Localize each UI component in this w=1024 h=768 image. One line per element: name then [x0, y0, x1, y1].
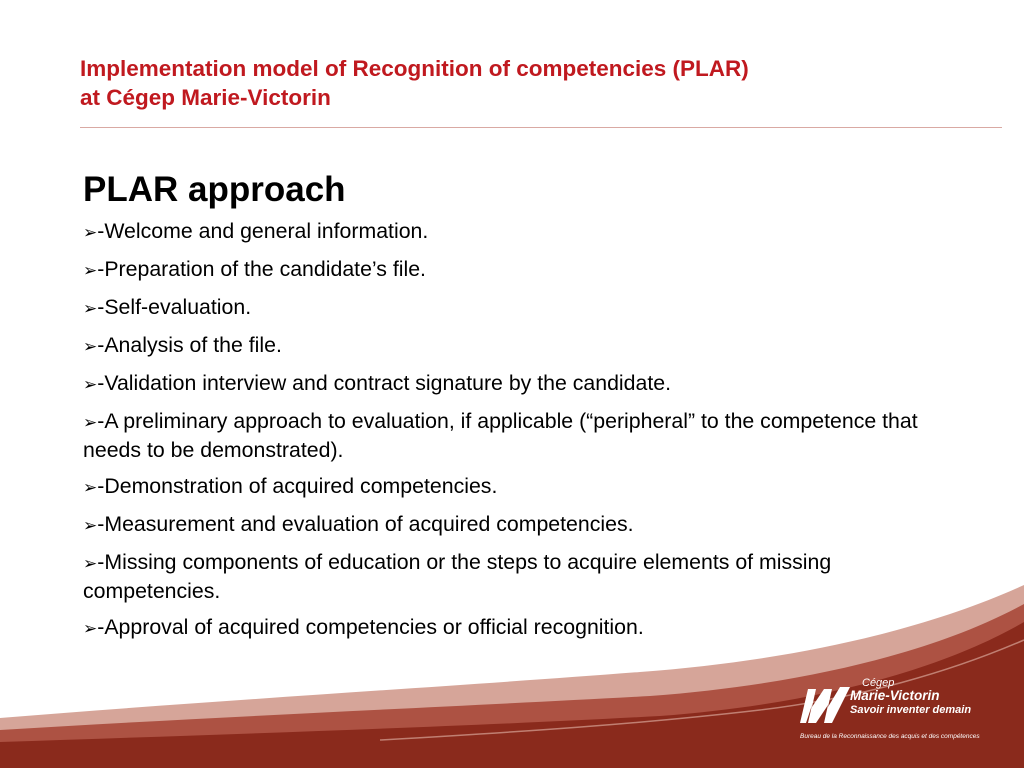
bullet-item — [83, 511, 943, 540]
bullet-item — [83, 408, 943, 464]
arrow-bullet-icon: ➢ — [83, 223, 98, 243]
bullet-text: -Welcome and general information. — [97, 219, 429, 243]
logo-name-text: Marie-Victorin — [850, 688, 940, 703]
bullet-text: -Approval of acquired competencies or official recognition. — [97, 615, 644, 639]
bullet-text: -Missing components of education or the steps to acquire elements of missing competencies. — [83, 550, 832, 603]
arrow-bullet-icon: ➢ — [83, 261, 98, 281]
bullet-item — [83, 332, 943, 361]
title-divider — [80, 127, 1002, 128]
logo-cegep-text: Cégep — [862, 677, 895, 689]
slide-body — [83, 168, 943, 652]
slide-title-line-2: at Cégep Marie-Victorin — [80, 85, 331, 110]
bullet-item — [83, 370, 943, 399]
slide-title — [80, 54, 980, 112]
arrow-bullet-icon: ➢ — [83, 337, 98, 357]
arrow-bullet-icon: ➢ — [83, 554, 98, 574]
bullet-text: -Self-evaluation. — [97, 295, 252, 319]
bullet-text: -Preparation of the candidate’s file. — [97, 257, 426, 281]
arrow-bullet-icon: ➢ — [83, 413, 98, 433]
arrow-bullet-icon: ➢ — [83, 516, 98, 536]
bullet-item — [83, 294, 943, 323]
arrow-bullet-icon: ➢ — [83, 375, 98, 395]
bullet-item — [83, 614, 943, 643]
bullet-item — [83, 473, 943, 502]
bullet-text: -Analysis of the file. — [97, 333, 282, 357]
arrow-bullet-icon: ➢ — [83, 478, 98, 498]
slide-title-line-1: Implementation model of Recognition of competencies (PLAR) — [80, 56, 749, 81]
cegep-logo — [798, 677, 988, 747]
bullet-text: -Measurement and evaluation of acquired competencies. — [97, 512, 634, 536]
bullet-item — [83, 218, 943, 247]
mv-logo-mark-icon — [798, 683, 852, 725]
logo-bureau-text: Bureau de la Reconnaissance des acquis et des compétences — [800, 733, 980, 740]
bullet-item — [83, 549, 943, 605]
bullet-text: -Validation interview and contract signature by the candidate. — [97, 371, 672, 395]
bullet-list — [83, 218, 943, 643]
section-heading: PLAR approach — [83, 170, 346, 209]
arrow-bullet-icon: ➢ — [83, 619, 98, 639]
arrow-bullet-icon: ➢ — [83, 299, 98, 319]
bullet-text: -Demonstration of acquired competencies. — [97, 474, 498, 498]
logo-tagline-text: Savoir inventer demain — [850, 704, 972, 716]
bullet-item — [83, 256, 943, 285]
bullet-text: -A preliminary approach to evaluation, if applicable (“peripheral” to the competence that needs to be demonstrated). — [83, 409, 918, 462]
